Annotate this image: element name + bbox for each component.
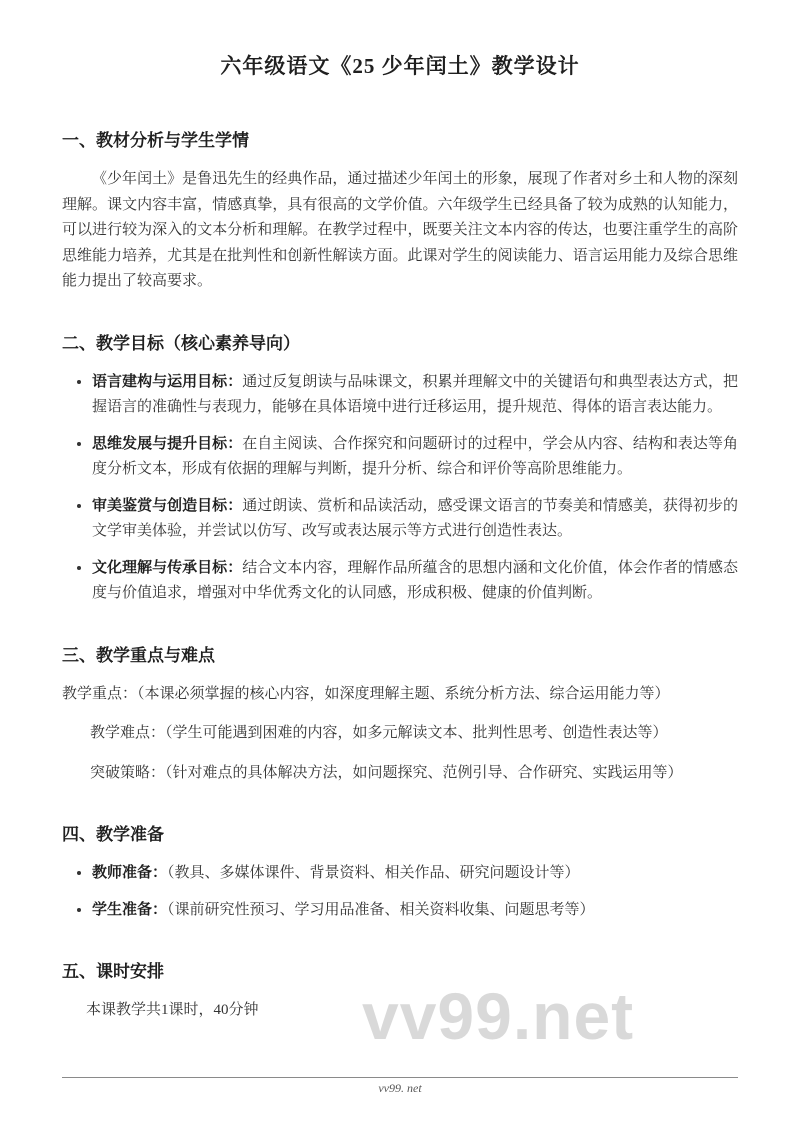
bullet-text: 通过反复朗读与品味课文，积累并理解文中的关键语句和典型表达方式，把握语言的准确性与表现力，能够在具体语境中进行迁移运用，提升规范、得体的语言表达能力。 [92, 373, 738, 415]
section-heading-2: 二、教学目标（核心素养导向） [62, 333, 300, 353]
bullet-label: 语言建构与运用目标： [92, 373, 243, 390]
bullet-text: 结合文本内容，理解作品所蕴含的思想内涵和文化价值，体会作者的情感态度与价值追求，增强对中华优秀文化的认同感，形成积极、健康的价值判断。 [92, 559, 738, 601]
bullet-text: （教具、多媒体课件、背景资料、相关作品、研究问题设计等） [167, 865, 580, 881]
bullet-label: 文化理解与传承目标： [92, 559, 243, 576]
difficulty-line: 教学难点：（学生可能遇到困难的内容，如多元解读文本、批判性思考、创造性表达等） [90, 725, 668, 741]
bullet-text: （课前研究性预习、学习用品准备、相关资料收集、问题思考等） [167, 901, 595, 918]
footer-text: vv99. net [378, 1081, 422, 1095]
list-item [92, 898, 738, 924]
list-item [92, 861, 738, 887]
list-item [92, 556, 738, 607]
section-heading-5: 五、课时安排 [62, 962, 164, 981]
footer-divider [62, 1077, 738, 1078]
list-item [92, 370, 738, 421]
bullet-label: 学生准备： [92, 901, 168, 918]
watermark: vv99.net [362, 979, 635, 1053]
page-title: 六年级语文《25 少年闰土》教学设计 [220, 54, 580, 78]
bullet-text: 通过朗读、赏析和品读活动，感受课文语言的节奏美和情感美，获得初步的文学审美体验，并尝试以仿写、改写或表达展示等方式进行创造性表达。 [92, 497, 738, 539]
focus-line: 教学重点：（本课必须掌握的核心内容，如深度理解主题、系统分析方法、综合运用能力等） [62, 685, 670, 702]
section-1-paragraph: 《少年闰土》是鲁迅先生的经典作品，通过描述少年闰土的形象，展现了作者对乡土和人物的深刻理解。课文内容丰富，情感真挚，具有很高的文学价值。六年级学生已经具备了较为成熟的认知能力，可以进行较为深入的文本分析和理解。在教学过程中，既要关注文本内容的传达，也要注重学生的高阶思维能力培养，尤其是在批判性和创新性解读方面。此课对学生的阅读能力、语言运用能力及综合思维能力提出了较高要求。 [62, 171, 738, 289]
bullet-text: 在自主阅读、合作探究和问题研讨的过程中，学会从内容、结构和表达等角度分析文本，形成有依据的理解与判断，提升分析、综合和评价等高阶思维能力。 [92, 435, 738, 477]
list-item [92, 432, 738, 483]
section-heading-1: 一、教材分析与学生学情 [62, 131, 249, 150]
section-heading-4: 四、教学准备 [62, 825, 164, 844]
bullet-label: 思维发展与提升目标： [92, 435, 243, 452]
list-item [92, 494, 738, 545]
lesson-duration-text: 本课教学共1课时，40分钟 [86, 1002, 259, 1018]
bullet-label: 审美鉴赏与创造目标： [92, 497, 243, 514]
preparation-list [62, 861, 738, 923]
strategy-line: 突破策略：（针对难点的具体解决方法，如问题探究、范例引导、合作研究、实践运用等） [90, 764, 683, 781]
section-heading-3: 三、教学重点与难点 [62, 645, 215, 665]
objectives-list [62, 370, 738, 607]
bullet-label: 教师准备： [92, 865, 168, 881]
